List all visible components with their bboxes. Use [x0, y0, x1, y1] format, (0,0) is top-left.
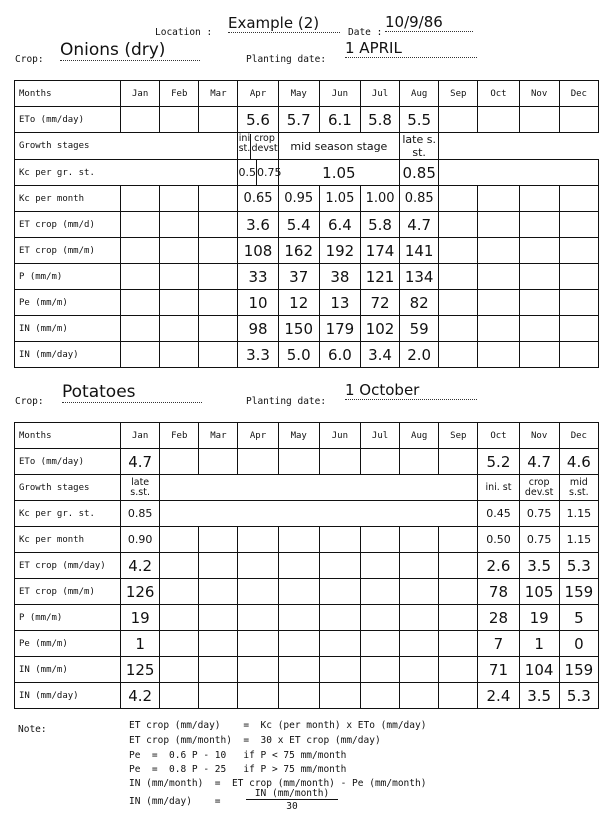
etcrop-month-cell: 159 [559, 579, 598, 605]
in-month-cell: 59 [400, 316, 439, 342]
pe-cell: 1 [519, 631, 559, 657]
p-cell: 37 [278, 264, 319, 290]
eto-cell: 5.7 [278, 107, 319, 133]
p-label: P (mm/m) [15, 264, 121, 290]
eto-cell: 5.8 [360, 107, 399, 133]
in-month-cell: 159 [559, 657, 598, 683]
etcrop-month-row [15, 238, 599, 264]
kc-month-label: Kc per month [15, 186, 121, 212]
crop1-table [14, 80, 599, 368]
etcrop-month-cell: 78 [478, 579, 519, 605]
etcrop-day-cell: 5.8 [360, 212, 399, 238]
p-cell: 19 [519, 605, 559, 631]
growth-cell [238, 133, 278, 160]
pe-cell: 0 [559, 631, 598, 657]
note-line-2: ET crop (mm/month) = 30 x ET crop (mm/day) [129, 735, 381, 746]
p-cell: 19 [121, 605, 160, 631]
months-label: Months [15, 423, 121, 449]
in-day-cell: 4.2 [121, 683, 160, 709]
kc-month-cell: 1.05 [319, 186, 360, 212]
kc-stage-label: Kc per gr. st. [15, 501, 121, 527]
kc-stage-value: 1.05 [278, 160, 400, 186]
etcrop-month-cell: 126 [121, 579, 160, 605]
kc-stage-row [15, 160, 599, 186]
growth-stage: ini st. [238, 134, 251, 159]
month-mar: Mar [199, 81, 238, 107]
etcrop-month-cell: 192 [319, 238, 360, 264]
growth-stage: mid s.st. [559, 475, 598, 501]
etcrop-month-cell: 108 [238, 238, 278, 264]
month-dec: Dec [559, 81, 598, 107]
in-month-cell: 71 [478, 657, 519, 683]
in-month-row [15, 316, 599, 342]
in-month-cell: 179 [319, 316, 360, 342]
pe-cell: 72 [360, 290, 399, 316]
in-day-row [15, 342, 599, 368]
pe-cell: 12 [278, 290, 319, 316]
etcrop-month-label: ET crop (mm/m) [15, 238, 121, 264]
in-day-label: IN (mm/day) [15, 342, 121, 368]
location-value: Example (2) [228, 14, 340, 33]
eto-cell: 5.5 [400, 107, 439, 133]
in-month-cell: 104 [519, 657, 559, 683]
growth-stage: crop devst [251, 132, 278, 154]
p-cell: 38 [319, 264, 360, 290]
months-row [15, 423, 599, 449]
pe-cell: 7 [478, 631, 519, 657]
month-feb: Feb [160, 81, 199, 107]
eto-cell: 5.2 [478, 449, 519, 475]
etcrop-day-cell: 5.3 [559, 553, 598, 579]
kc-stage-row [15, 501, 599, 527]
note-fraction-denominator: 30 [286, 801, 298, 812]
month-jul: Jul [360, 423, 399, 449]
pe-cell: 1 [121, 631, 160, 657]
date-value: 10/9/86 [385, 13, 473, 32]
etcrop-day-cell: 3.5 [519, 553, 559, 579]
in-month-label: IN (mm/m) [15, 657, 121, 683]
crop2-planting-date: 1 October [345, 381, 477, 400]
month-nov: Nov [519, 423, 559, 449]
pe-cell: 10 [238, 290, 278, 316]
month-aug: Aug [400, 423, 439, 449]
p-row [15, 264, 599, 290]
month-jun: Jun [319, 81, 360, 107]
growth-stage: crop dev.st [519, 475, 559, 501]
etcrop-day-cell: 6.4 [319, 212, 360, 238]
month-apr: Apr [238, 81, 278, 107]
etcrop-day-cell: 5.4 [278, 212, 319, 238]
kc-month-row [15, 527, 599, 553]
date-label: Date : [348, 27, 383, 38]
crop1-label: Crop: [15, 54, 44, 65]
etcrop-day-cell: 3.6 [238, 212, 278, 238]
kc-stage-value: 0.45 [478, 501, 519, 527]
months-row [15, 81, 599, 107]
month-sep: Sep [439, 81, 478, 107]
eto-row [15, 107, 599, 133]
month-nov: Nov [519, 81, 559, 107]
month-oct: Oct [478, 423, 519, 449]
growth-stage: late s. st. [400, 133, 439, 160]
months-label: Months [15, 81, 121, 107]
note-fraction-numerator: IN (mm/month) [246, 788, 338, 800]
etcrop-month-row [15, 579, 599, 605]
crop1-name: Onions (dry) [60, 40, 200, 61]
eto-cell: 4.7 [121, 449, 160, 475]
note-label: Note: [18, 724, 47, 735]
month-oct: Oct [478, 81, 519, 107]
note-line-4: Pe = 0.8 P - 25 if P > 75 mm/month [129, 764, 347, 775]
p-row [15, 605, 599, 631]
etcrop-month-cell: 162 [278, 238, 319, 264]
month-feb: Feb [160, 423, 199, 449]
pe-cell: 82 [400, 290, 439, 316]
p-label: P (mm/m) [15, 605, 121, 631]
eto-label: ETo (mm/day) [15, 107, 121, 133]
growth-label: Growth stages [15, 475, 121, 501]
crop1-planting-date: 1 APRIL [345, 39, 477, 58]
kc-month-cell: 0.85 [400, 186, 439, 212]
etcrop-month-label: ET crop (mm/m) [15, 579, 121, 605]
eto-row [15, 449, 599, 475]
growth-stage: mid season stage [278, 133, 400, 160]
p-cell: 121 [360, 264, 399, 290]
pe-cell: 13 [319, 290, 360, 316]
kc-stage-value: 0.75 [256, 166, 282, 179]
in-day-label: IN (mm/day) [15, 683, 121, 709]
kc-stage-value: 0.5 [238, 160, 257, 185]
in-day-cell: 3.4 [360, 342, 399, 368]
note-line-1: ET crop (mm/day) = Kc (per month) x ETo (mm/day) [129, 720, 427, 731]
crop2-name: Potatoes [62, 382, 202, 403]
kc-stage-cell [238, 160, 282, 186]
kc-month-cell: 0.90 [121, 527, 160, 553]
in-day-cell: 3.3 [238, 342, 278, 368]
in-day-cell: 5.3 [559, 683, 598, 709]
note-line-6: IN (mm/day) = [129, 796, 221, 807]
etcrop-month-cell: 141 [400, 238, 439, 264]
month-jan: Jan [121, 423, 160, 449]
etcrop-day-label: ET crop (mm/d) [15, 212, 121, 238]
etcrop-month-cell: 105 [519, 579, 559, 605]
kc-stage-label: Kc per gr. st. [15, 160, 238, 186]
kc-stage-value: 0.85 [400, 160, 439, 186]
growth-row [15, 475, 599, 501]
month-mar: Mar [199, 423, 238, 449]
in-day-cell: 2.4 [478, 683, 519, 709]
month-jan: Jan [121, 81, 160, 107]
growth-label: Growth stages [15, 133, 238, 160]
location-label: Location : [155, 27, 213, 38]
month-jun: Jun [319, 423, 360, 449]
etcrop-day-label: ET crop (mm/day) [15, 553, 121, 579]
in-month-label: IN (mm/m) [15, 316, 121, 342]
etcrop-day-cell: 2.6 [478, 553, 519, 579]
in-month-row [15, 657, 599, 683]
month-jul: Jul [360, 81, 399, 107]
kc-month-cell: 1.00 [360, 186, 399, 212]
kc-month-row [15, 186, 599, 212]
etcrop-day-row [15, 553, 599, 579]
pe-row [15, 290, 599, 316]
in-month-cell: 98 [238, 316, 278, 342]
note-line-5: IN (mm/month) = ET crop (mm/month) - Pe (mm/month) [129, 778, 427, 789]
growth-row [15, 133, 599, 160]
kc-month-cell: 0.95 [278, 186, 319, 212]
kc-month-cell: 0.65 [238, 186, 278, 212]
etcrop-month-cell: 174 [360, 238, 399, 264]
pe-label: Pe (mm/m) [15, 631, 121, 657]
crop1-planting-label: Planting date: [246, 54, 327, 65]
kc-month-label: Kc per month [15, 527, 121, 553]
growth-stage: late s.st. [121, 475, 160, 501]
kc-stage-value: 1.15 [559, 501, 598, 527]
p-cell: 134 [400, 264, 439, 290]
kc-stage-value: 0.75 [519, 501, 559, 527]
p-cell: 33 [238, 264, 278, 290]
kc-month-cell: 0.75 [519, 527, 559, 553]
in-month-cell: 150 [278, 316, 319, 342]
in-day-cell: 2.0 [400, 342, 439, 368]
in-day-row [15, 683, 599, 709]
month-aug: Aug [400, 81, 439, 107]
crop2-table [14, 422, 599, 709]
kc-stage-value: 0.85 [121, 501, 160, 527]
eto-label: ETo (mm/day) [15, 449, 121, 475]
in-day-cell: 5.0 [278, 342, 319, 368]
p-cell: 28 [478, 605, 519, 631]
eto-cell: 6.1 [319, 107, 360, 133]
pe-label: Pe (mm/m) [15, 290, 121, 316]
month-sep: Sep [439, 423, 478, 449]
month-may: May [278, 81, 319, 107]
in-day-cell: 6.0 [319, 342, 360, 368]
p-cell: 5 [559, 605, 598, 631]
crop2-planting-label: Planting date: [246, 396, 327, 407]
note-line-3: Pe = 0.6 P - 10 if P < 75 mm/month [129, 750, 347, 761]
pe-row [15, 631, 599, 657]
eto-cell: 4.6 [559, 449, 598, 475]
month-apr: Apr [238, 423, 278, 449]
month-dec: Dec [559, 423, 598, 449]
in-month-cell: 125 [121, 657, 160, 683]
etcrop-day-cell: 4.7 [400, 212, 439, 238]
in-month-cell: 102 [360, 316, 399, 342]
kc-month-cell: 0.50 [478, 527, 519, 553]
kc-month-cell: 1.15 [559, 527, 598, 553]
in-day-cell: 3.5 [519, 683, 559, 709]
crop2-label: Crop: [15, 396, 44, 407]
month-may: May [278, 423, 319, 449]
growth-stage: ini. st [478, 475, 519, 501]
etcrop-day-cell: 4.2 [121, 553, 160, 579]
eto-cell: 4.7 [519, 449, 559, 475]
eto-cell: 5.6 [238, 107, 278, 133]
etcrop-day-row [15, 212, 599, 238]
